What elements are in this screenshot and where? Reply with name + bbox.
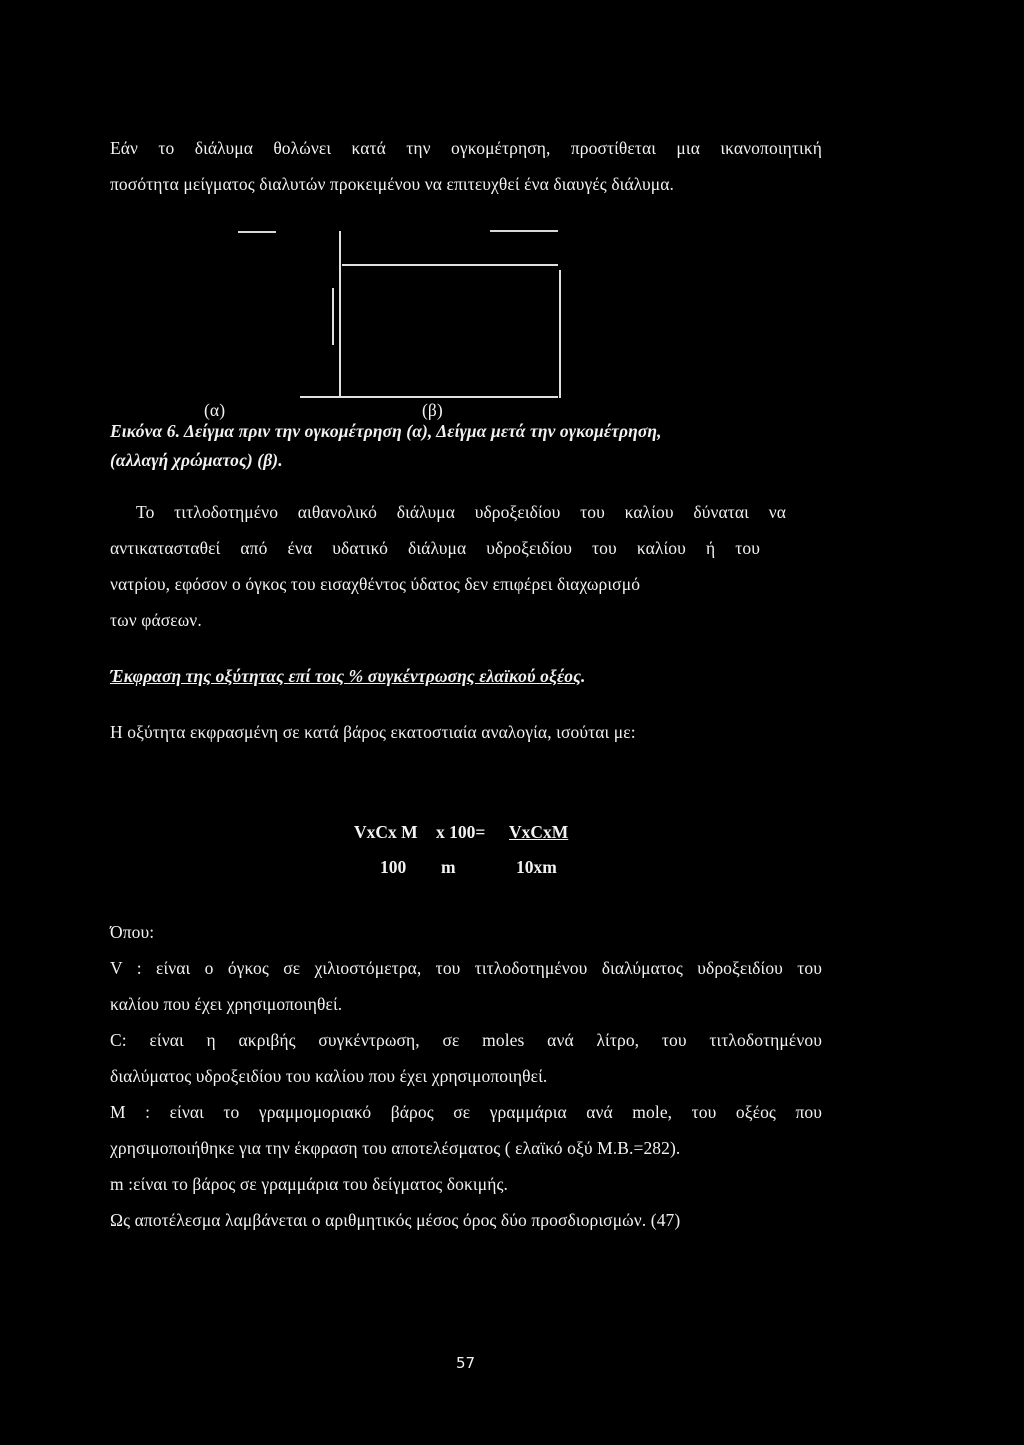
figure-label-b: (β): [422, 400, 443, 420]
intro-line-1: Εάν το διάλυμα θολώνει κατά την ογκομέτρηση, προστίθεται μια ικανοποιητική: [110, 138, 822, 158]
intro-line-2: ποσότητα μείγματος διαλυτών προκειμένου να επιτευχθεί ένα διαυγές διάλυμα.: [110, 174, 674, 194]
formula-bottom-left: 100: [380, 857, 407, 877]
formula-bottom-mid: m: [441, 857, 456, 877]
definition-m-line-1: M : είναι το γραμμομοριακό βάρος σε γραμμάρια ανά mole, του οξέος που: [110, 1102, 822, 1122]
figure-image: [0, 0, 1024, 420]
page-number: 57: [456, 1354, 476, 1372]
formula-bottom-right: 10xm: [516, 857, 557, 877]
definition-v-line-1: V : είναι ο όγκος σε χιλιοστόμετρα, του τιτλοδοτημένου διαλύματος υδροξειδίου του: [110, 958, 822, 978]
definition-c-line-1: C: είναι η ακριβής συγκέντρωση, σε moles ανά λίτρο, του τιτλοδοτημένου: [110, 1030, 822, 1050]
figure-caption-line-1: Εικόνα 6. Δείγμα πριν την ογκομέτρηση (α), Δείγμα μετά την ογκομέτρηση,: [110, 421, 662, 441]
body-line-3: νατρίου, εφόσον ο όγκος του εισαχθέντος ύδατος δεν επιφέρει διαχωρισμό: [110, 574, 641, 594]
formula-top-left: VxCx M: [354, 822, 418, 842]
definition-small-m: m :είναι το βάρος σε γραμμάρια του δείγματος δοκιμής.: [110, 1174, 508, 1194]
body-line-2: αντικατασταθεί από ένα υδατικό διάλυμα υδροξειδίου του καλίου ή του: [110, 538, 760, 558]
acidity-sentence: Η οξύτητα εκφρασμένη σε κατά βάρος εκατοστιαία αναλογία, ισούται με:: [110, 722, 636, 742]
formula-top-mid: x 100=: [436, 822, 486, 842]
definition-m-line-2: χρησιμοποιήθηκε για την έκφραση του αποτελέσματος ( ελαϊκό οξύ Μ.Β.=282).: [110, 1138, 681, 1158]
result-sentence: Ως αποτέλεσμα λαμβάνεται ο αριθμητικός μέσος όρος δύο προσδιορισμών. (47): [110, 1210, 681, 1230]
formula-top-right: VxCxM: [509, 822, 569, 842]
definition-c-line-2: διαλύματος υδροξειδίου του καλίου που έχει χρησιμοποιηθεί.: [110, 1066, 548, 1086]
body-line-1: Το τιτλοδοτημένο αιθανολικό διάλυμα υδροξειδίου του καλίου δύναται να: [136, 502, 786, 522]
section-heading-text: Έκφραση της οξύτητας επί τοις % συγκέντρωσης ελαϊκού οξέος: [110, 666, 582, 686]
section-heading-end: .: [581, 666, 586, 686]
figure-label-a: (α): [204, 400, 226, 420]
figure-caption-line-2: (αλλαγή χρώματος) (β).: [110, 450, 283, 470]
section-heading: [110, 666, 586, 687]
where-label: Όπου:: [110, 922, 155, 942]
body-line-4: των φάσεων.: [110, 610, 202, 630]
definition-v-line-2: καλίου που έχει χρησιμοποιηθεί.: [110, 994, 343, 1014]
